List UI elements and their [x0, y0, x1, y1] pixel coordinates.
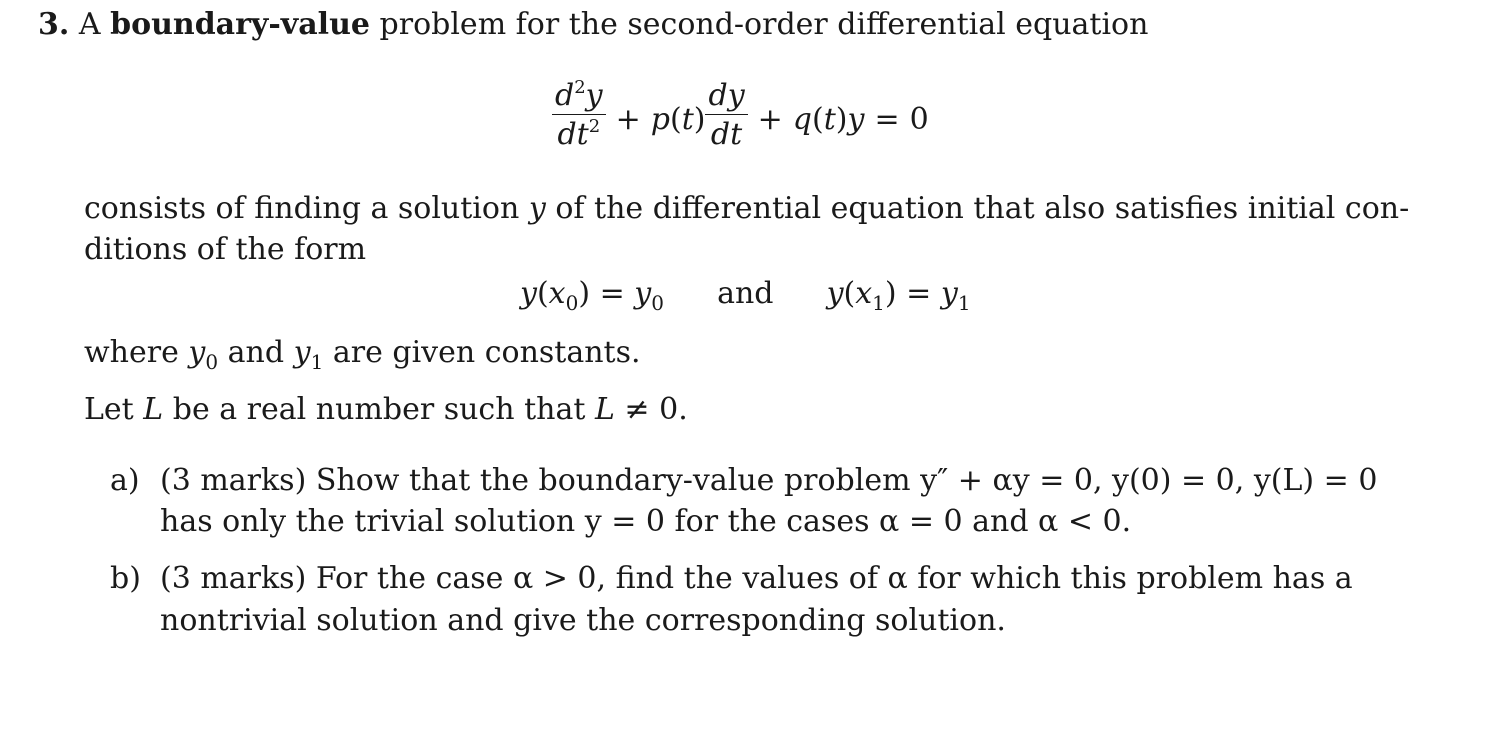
- fraction-dy-dt: $\frac{dy}{dt}$: [705, 80, 747, 150]
- part-b-line-1: (3 marks) For the case α > 0, find the values of α for which this problem has a: [160, 561, 1353, 596]
- where-line: where $y_0$ and $y_1$ are given constants.: [84, 335, 641, 374]
- part-a-line-1: (3 marks) Show that the boundary-value problem y″ + αy = 0, y(0) = 0, y(L) = 0: [160, 463, 1378, 498]
- intro-lead: A: [78, 7, 101, 42]
- and-word: and: [717, 276, 774, 311]
- intro-rest: problem for the second-order differential equation: [379, 7, 1149, 42]
- differential-equation: $\frac{d^2y}{dt^2}$ + p ( t ) $\frac{dy}{dt}$ + q ( t ) y = 0: [552, 84, 929, 154]
- plus-sign-2: +: [757, 101, 783, 137]
- bold-term: boundary-value: [110, 7, 370, 42]
- plus-sign: +: [615, 101, 641, 137]
- fraction-d2y-dt2: $\frac{d^2y}{dt^2}$: [552, 80, 606, 150]
- problem-number: 3.: [38, 7, 70, 42]
- part-a-label: a): [110, 463, 140, 498]
- part-a-line-2: has only the trivial solution y = 0 for the cases α = 0 and α < 0.: [160, 504, 1132, 539]
- let-line: Let L be a real number such that L ≠ 0.: [84, 392, 688, 427]
- boundary-conditions: $y(x_0) = y_0$ and $y(x_1) = y_1$: [520, 276, 971, 315]
- conditions-text-line-2: ditions of the form: [84, 232, 367, 267]
- conditions-text-line-1: consists of finding a solution y of the differential equation that also satisfies initial con-: [84, 191, 1410, 226]
- equals-sign: =: [874, 101, 900, 137]
- problem-intro: [38, 7, 1149, 42]
- part-b-line-2: nontrivial solution and give the corresponding solution.: [160, 603, 1006, 638]
- part-b-label: b): [110, 561, 141, 596]
